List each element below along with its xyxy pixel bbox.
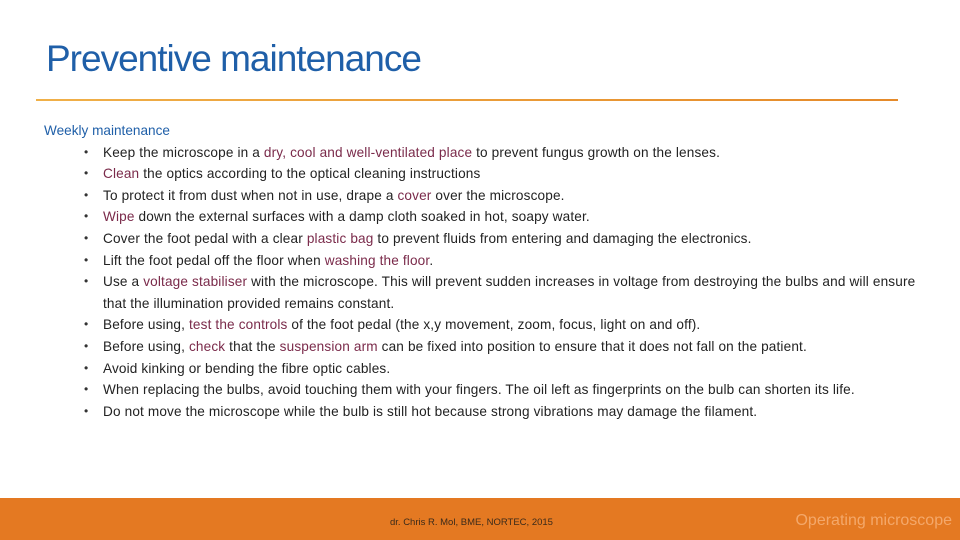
bullet-text: of the foot pedal (the x,y movement, zoom, focus, light on and off).: [287, 317, 701, 333]
bullet-text: down the external surfaces with a damp cloth soaked in hot, soapy water.: [134, 209, 590, 225]
bullet-item: [44, 142, 924, 164]
bullet-text: to prevent fluids from entering and damaging the electronics.: [373, 230, 752, 246]
bullet-item: [44, 379, 924, 401]
bullet-dot-icon: •: [84, 274, 89, 289]
highlighted-term: plastic bag: [306, 230, 374, 246]
bullet-item: [44, 401, 924, 423]
bullet-text: Avoid kinking or bending the fibre optic cables.: [103, 360, 391, 376]
bullet-dot-icon: •: [84, 382, 89, 397]
highlighted-term: washing the floor: [324, 252, 430, 268]
footer-credit: dr. Chris R. Mol, BME, NORTEC, 2015: [390, 517, 553, 528]
bullet-item: [44, 314, 924, 336]
highlighted-term: cover: [397, 187, 432, 203]
bullet-dot-icon: •: [84, 209, 89, 224]
bullet-item: [44, 336, 924, 358]
footer-bar: [0, 498, 960, 540]
highlighted-term: Wipe: [103, 209, 135, 225]
section-heading: Weekly maintenance: [44, 123, 170, 138]
bullet-text: When replacing the bulbs, avoid touching them with your fingers. The oil left as fingerprints on the bulb can shorten its life.: [103, 382, 855, 398]
bullet-text: that the: [225, 338, 280, 354]
bullet-text: Use a: [103, 274, 144, 290]
bullet-dot-icon: •: [84, 252, 89, 267]
bullet-text: with the microscope. This will prevent sudden increases in voltage from destroying the bulbs and will ensure that the illumination provided remains constant.: [103, 274, 916, 311]
footer-topic-label: Operating microscope: [795, 512, 952, 529]
bullet-dot-icon: •: [84, 230, 89, 245]
bullet-list: [44, 142, 924, 423]
bullet-item: [44, 206, 924, 228]
bullet-dot-icon: •: [84, 338, 89, 353]
bullet-text: .: [429, 252, 434, 268]
bullet-item: [44, 250, 924, 272]
bullet-dot-icon: •: [84, 360, 89, 375]
bullet-item: [44, 185, 924, 207]
highlighted-term: voltage stabiliser: [143, 274, 248, 290]
bullet-dot-icon: •: [84, 144, 89, 159]
highlighted-term: Clean: [103, 166, 140, 182]
bullet-text: the optics according to the optical cleaning instructions: [139, 166, 481, 182]
bullet-text: Keep the microscope in a: [103, 144, 264, 160]
bullet-item: [44, 358, 924, 380]
highlighted-term: check: [188, 338, 226, 354]
bullet-dot-icon: •: [84, 166, 89, 181]
bullet-text: to prevent fungus growth on the lenses.: [472, 144, 721, 160]
bullet-text: Before using,: [103, 317, 189, 333]
highlighted-term: suspension arm: [279, 338, 378, 354]
bullet-dot-icon: •: [84, 317, 89, 332]
title-divider: [36, 99, 898, 101]
bullet-item: [44, 271, 924, 314]
slide-body: [44, 120, 924, 422]
bullet-text: Before using,: [103, 338, 189, 354]
bullet-dot-icon: •: [84, 403, 89, 418]
bullet-text: can be fixed into position to ensure that it does not fall on the patient.: [377, 338, 807, 354]
highlighted-term: test the controls: [188, 317, 288, 333]
bullet-text: Cover the foot pedal with a clear: [103, 230, 307, 246]
bullet-item: [44, 228, 924, 250]
bullet-text: Lift the foot pedal off the floor when: [103, 252, 325, 268]
highlighted-term: dry, cool and well-ventilated place: [263, 144, 473, 160]
bullet-dot-icon: •: [84, 187, 89, 202]
page-title: Preventive maintenance: [46, 38, 421, 79]
bullet-text: over the microscope.: [431, 187, 565, 203]
bullet-text: To protect it from dust when not in use, drape a: [103, 187, 398, 203]
bullet-item: [44, 163, 924, 185]
bullet-text: Do not move the microscope while the bulb is still hot because strong vibrations may damage the filament.: [103, 403, 758, 419]
